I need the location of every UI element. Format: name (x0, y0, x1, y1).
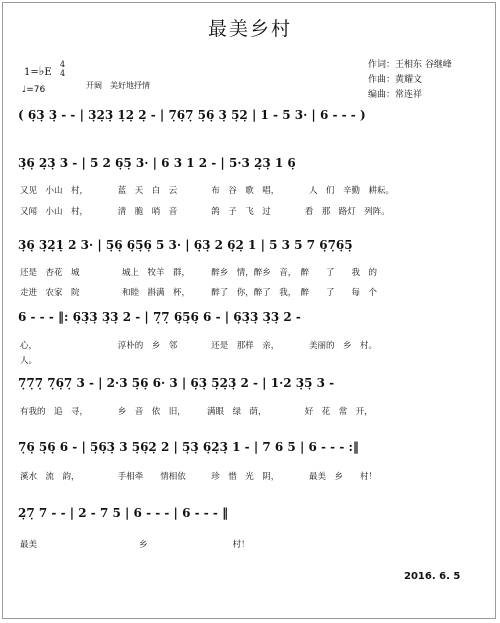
score-line: 3̣6̣ 2̣3̣ 3 - | 5 2 6̣5̣ 3· | 6 3 1 2 - | 5·3 2̣3̣ 1 6̣ (18, 156, 296, 170)
key-prefix: 1= (24, 67, 39, 78)
lyric-line: 心， 淳朴的 乡 邻 还是 那样 亲， 美丽的 乡 村。 (20, 341, 378, 351)
tempo-marking: ♩=76 (22, 85, 46, 95)
date-stamp: 2016. 6. 5 (404, 571, 461, 582)
time-signature-bottom: 4 (60, 69, 66, 78)
lyric-line: 溪水 流 韵， 手相牵 情相依 珍 惜 光 阴， 最美 乡 村！ (20, 472, 378, 482)
score-line: ( 6̣3̣ 3̣ - - | 3̣2̣3̣ 1̣2̣ 2̣ - | 7̣6̣7̣ 5̣6̣ 3̣ 5̣2̣ | 1 - 5 3· | 6 - - - ) (18, 108, 366, 122)
lyric-line: 最美 乡 村！ (20, 540, 250, 550)
arranger-credit: 编曲：常连祥 (368, 90, 423, 100)
time-signature-top: 4 (60, 60, 66, 69)
time-signature (60, 60, 65, 78)
lyric-line: 又见 小山 村， 蓝 天 白 云 布 谷 歌 唱， 人 们 辛勤 耕耘。 (20, 186, 395, 196)
composer-credit: 作曲：黄耀文 (368, 75, 423, 85)
score-line: 3̣6̣ 3̣2̣1̣ 2 3· | 5̣6̣ 6̣5̣6̣ 5 3· | 6̣3̣ 2 6̣2̣ 1 | 5 3 5 7 6̣7̣6̣5̣ (18, 238, 353, 252)
song-title: 最美乡村 (207, 18, 292, 40)
score-line: 2̣7̣ 7 - - | 2 - 7 5 | 6 - - - | 6 - - - ‖ (18, 506, 229, 520)
lyric-line: 走进 农家 院 和睦 斟满 杯， 醉了 你，醉了 我， 醉 了 每 个 (20, 288, 378, 298)
score-line: 7̣7̣7̣ 7̣6̣7̣ 3 - | 2·3 5̣6̣ 6· 3 | 6̣3̣ 5̣2̣3̣ 2 - | 1·2 3̣5̣ 3 - (18, 376, 335, 390)
credits-block (368, 58, 452, 103)
lyric-line: 人。 (20, 356, 38, 366)
lyric-line: 又闻 小山 村， 清 脆 哨 音 鸽 子 飞 过 看 那 路灯 列阵。 (20, 207, 390, 217)
lyric-line: 还是 杏花 城 城上 牧羊 群， 醉乡 情，醉乡 音， 醉 了 我 的 (20, 268, 378, 278)
key-signature (24, 64, 52, 78)
expression-marking: 开阔 美好地抒情 (86, 81, 150, 90)
lyric-line: 有我的 追 寻， 乡 音 依 旧， 满眼 绿 荫， 好 花 常 开， (20, 407, 373, 417)
score-line: 6 - - - ‖: 6̣3̣3̣ 3̣3̣ 2 - | 7̣7̣ 6̣5̣6̣ 6 - | 6̣3̣3̣ 3̣3̣ 2 - (18, 310, 301, 324)
lyricist-credit: 作词：王相东 谷继峰 (368, 60, 452, 70)
flat-sign: ♭ (38, 64, 45, 78)
score-line: 7̣6̣ 5̣6̣ 6 - | 5̣6̣3̣ 3 5̣6̣2̣ 2 | 5̣3̣ 6̣2̣3̣ 1 - | 7 6 5 | 6 - - - :‖ (18, 440, 359, 454)
key-note: E (44, 67, 52, 78)
